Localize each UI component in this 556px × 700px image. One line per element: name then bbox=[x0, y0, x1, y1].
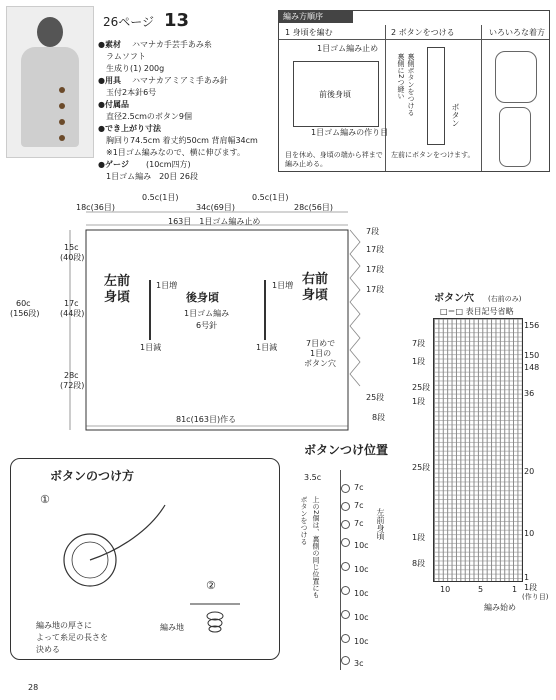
style-sketch-1 bbox=[495, 51, 537, 103]
row-17c: 17段 bbox=[366, 285, 385, 294]
chart-num-148: 148 bbox=[524, 363, 540, 372]
tools-value: ハマナカアミアミ手あみ針 bbox=[132, 76, 228, 85]
chart-row-1b: 1段 bbox=[412, 397, 426, 406]
chart-legend: □＝□ 表目記号省略 bbox=[440, 307, 514, 316]
tools-size: 玉付2本針6号 bbox=[106, 88, 157, 97]
gauge-unit: (10cm四方) bbox=[146, 160, 191, 169]
howto-title: ボタンのつけ方 bbox=[50, 469, 135, 483]
tools-label: ●用具 bbox=[98, 76, 121, 85]
chart-row-7: 7段 bbox=[412, 339, 426, 348]
dim-gap-left: 0.5c(1目) bbox=[142, 193, 179, 202]
step1-title: 1 身頃を編む bbox=[285, 28, 333, 37]
step2-diagram bbox=[427, 47, 445, 145]
chart-num-150: 150 bbox=[524, 351, 540, 360]
style-sketch-2 bbox=[499, 107, 531, 167]
size-value: 胸回り74.5cm 着丈約50cm 背肩幅34cm bbox=[106, 136, 258, 145]
yarn-value: ハマナカ手芸手あみ糸 bbox=[132, 40, 212, 49]
step1-note: 目を休め、身頃の端から袢まで編み止める。 bbox=[285, 151, 383, 169]
bp-dim-9: 3c bbox=[354, 659, 364, 668]
dec-label-1: 1目減 bbox=[140, 343, 162, 352]
back-label: 後身頃 bbox=[186, 291, 219, 304]
bp-panel-label: 左前身頃 bbox=[376, 508, 385, 540]
size-label: ●でき上がり寸法 bbox=[98, 124, 161, 133]
bp-dim-7: 10c bbox=[354, 613, 369, 622]
chart-row-note-2: (作り目) bbox=[522, 593, 549, 601]
step2-note: 左前にボタンをつけます。 bbox=[391, 151, 475, 159]
bp-dim-3: 7c bbox=[354, 519, 364, 528]
chart-num-20: 20 bbox=[524, 467, 535, 476]
bp-dim-2: 7c bbox=[354, 501, 364, 510]
step2-note1: 裏側に2つ縫い bbox=[397, 53, 405, 100]
procedure-title: 編み方順序 bbox=[279, 11, 353, 23]
row-7: 7段 bbox=[366, 227, 380, 236]
chart-num-36: 36 bbox=[524, 389, 535, 398]
step2-note2: 裏側ボタンをつける bbox=[407, 53, 415, 116]
howto-step1: ① bbox=[40, 493, 50, 506]
howto-fabric-label: 編み地 bbox=[160, 623, 184, 632]
cast-off-label: 163目 1目ゴム編み止め bbox=[168, 217, 261, 226]
dim-left-2-rows: (44段) bbox=[60, 309, 85, 318]
row-17a: 17段 bbox=[366, 245, 385, 254]
step2-label: ボタン bbox=[451, 103, 460, 127]
bp-dim-4: 10c bbox=[354, 541, 369, 550]
dim-left-1: 15c bbox=[64, 243, 79, 252]
item-number: 13 bbox=[164, 10, 190, 31]
yarn-color: 生成り(1) 200g bbox=[106, 64, 165, 73]
dim-top-mid: 34c(69目) bbox=[196, 203, 235, 212]
procedure-box bbox=[278, 10, 550, 172]
chart-num-156: 156 bbox=[524, 321, 540, 330]
notions-label: ●付属品 bbox=[98, 100, 129, 109]
bp-side-note-2: ボタンをつける bbox=[300, 496, 308, 545]
inc-label-1: 1目増 bbox=[156, 281, 178, 290]
dim-top-right: 28c(56目) bbox=[294, 203, 333, 212]
model-photo bbox=[6, 6, 94, 158]
dim-left-total-rows: (156段) bbox=[10, 309, 40, 318]
howto-note-2: よって糸足の長さを bbox=[36, 633, 108, 642]
howto-illustration-2 bbox=[190, 596, 240, 636]
chart-start: 編み始め bbox=[484, 603, 516, 612]
buttonhole-chart-grid bbox=[433, 318, 523, 582]
bp-dim-5: 10c bbox=[354, 565, 369, 574]
row-25: 25段 bbox=[366, 393, 385, 402]
howto-step2: ② bbox=[206, 579, 216, 592]
buttonpos-title: ボタンつけ位置 bbox=[304, 443, 389, 457]
bottom-dim: 81c(163目)作る bbox=[176, 415, 237, 424]
gauge-label: ●ゲージ bbox=[98, 160, 129, 169]
dim-left-3: 28c bbox=[64, 371, 79, 380]
chart-col-1: 1 bbox=[512, 585, 518, 594]
chart-row-25b: 25段 bbox=[412, 463, 431, 472]
chart-row-1a: 1段 bbox=[412, 357, 426, 366]
page-label: 26ページ bbox=[103, 15, 155, 29]
chart-col-5: 5 bbox=[478, 585, 484, 594]
chart-title: ボタン穴 bbox=[434, 293, 474, 304]
dim-gap-right: 0.5c(1目) bbox=[252, 193, 289, 202]
buttonhole-note-1: 7目めで bbox=[306, 339, 336, 348]
bp-dim-6: 10c bbox=[354, 589, 369, 598]
chart-row-note: 1段 bbox=[524, 583, 538, 592]
buttonhole-note-2: 1目の bbox=[310, 349, 332, 358]
howto-illustration-1 bbox=[50, 500, 180, 590]
dim-left-3-rows: (72段) bbox=[60, 381, 85, 390]
bp-dim-1: 7c bbox=[354, 483, 364, 492]
bp-dim-8: 10c bbox=[354, 637, 369, 646]
back-rib-label: 1目ゴム編み bbox=[184, 309, 230, 318]
step1-top: 1目ゴム編み止め bbox=[317, 44, 379, 53]
yarn-name: ラムソフト bbox=[106, 52, 146, 61]
step2-title: 2 ボタンをつける bbox=[391, 28, 455, 37]
yarn-label: ●素材 bbox=[98, 40, 121, 49]
size-note: ※1目ゴム編みなので、横に伸びます。 bbox=[106, 148, 245, 157]
step1-bot: 1目ゴム編みの作り目 bbox=[311, 128, 389, 137]
chart-row-25a: 25段 bbox=[412, 383, 431, 392]
right-front-label: 右前身頃 bbox=[302, 272, 329, 303]
dim-left-total: 60c bbox=[16, 299, 31, 308]
chart-title-sub: (右前のみ) bbox=[488, 295, 522, 303]
chart-col-10: 10 bbox=[440, 585, 451, 594]
step1-mid: 前後身頃 bbox=[319, 90, 351, 99]
dim-left-1-rows: (40段) bbox=[60, 253, 85, 262]
left-front-label: 左前身頃 bbox=[104, 274, 131, 305]
chart-num-1: 1 bbox=[524, 573, 530, 582]
back-needle-label: 6号針 bbox=[196, 321, 218, 330]
notions-value: 直径2.5cmのボタン9個 bbox=[106, 112, 193, 121]
chart-num-10: 10 bbox=[524, 529, 535, 538]
howto-note-3: 決める bbox=[36, 645, 60, 654]
row-8: 8段 bbox=[372, 413, 386, 422]
bp-side-note-1: 上の2個は、裏側の同じ位置にも bbox=[312, 496, 320, 599]
page-number: 28 bbox=[28, 683, 39, 692]
dim-top-left: 18c(36目) bbox=[76, 203, 115, 212]
dim-left-2: 17c bbox=[64, 299, 79, 308]
buttonhole-note-3: ボタン穴 bbox=[304, 359, 336, 368]
dec-label-2: 1目減 bbox=[256, 343, 278, 352]
step3-title: いろいろな着方 bbox=[489, 28, 545, 37]
inc-label-2: 1目増 bbox=[272, 281, 294, 290]
chart-row-8: 8段 bbox=[412, 559, 426, 568]
howto-note-1: 編み地の厚さに bbox=[36, 621, 92, 630]
bp-dim-0: 3.5c bbox=[304, 473, 322, 482]
chart-row-1c: 1段 bbox=[412, 533, 426, 542]
row-17b: 17段 bbox=[366, 265, 385, 274]
gauge-value: 1目ゴム編み 20目 26段 bbox=[106, 172, 198, 181]
